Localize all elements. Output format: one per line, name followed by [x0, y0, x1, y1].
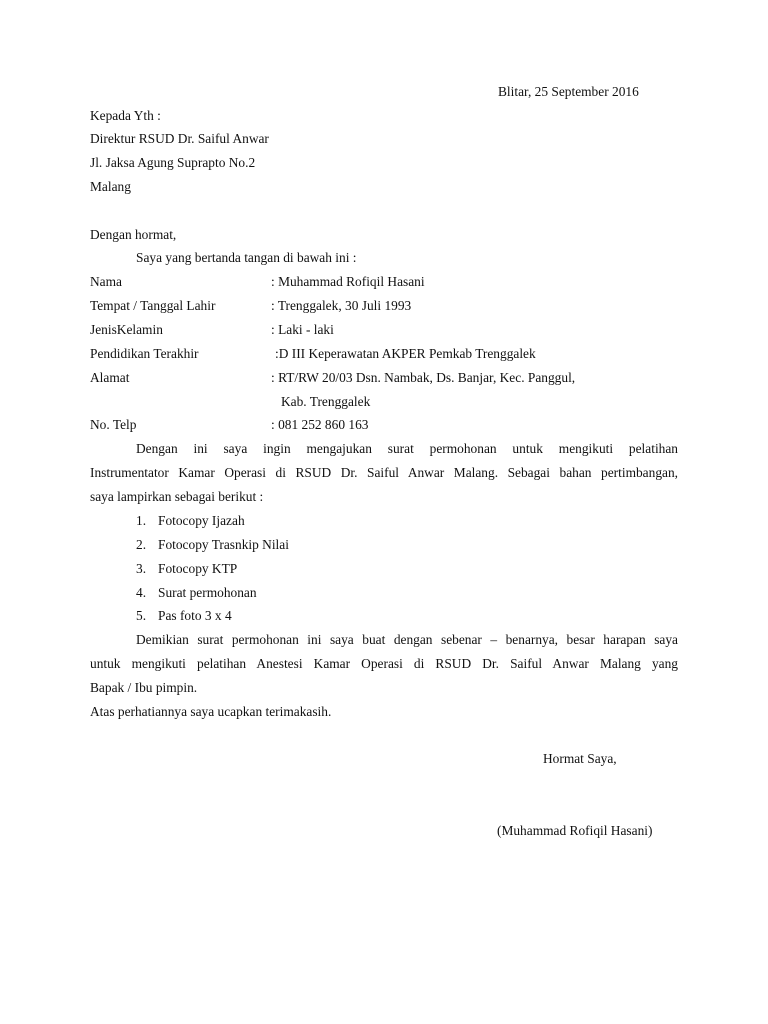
recipient-name: Direktur RSUD Dr. Saiful Anwar — [90, 131, 269, 146]
list-item-number: 3. — [136, 561, 147, 576]
recipient-city: Malang — [90, 179, 131, 194]
body1-line2: Instrumentator Kamar Operasi di RSUD Dr. Saiful Anwar Malang. Sebagai bahan pertimbangan, — [90, 465, 678, 480]
body2-line3: Bapak / Ibu pimpin. — [90, 680, 198, 695]
field-label: Nama — [90, 274, 122, 289]
list-item-number: 5. — [136, 608, 147, 623]
field-value: : 081 252 860 163 — [271, 417, 369, 432]
field-label: Tempat / Tanggal Lahir — [90, 298, 216, 313]
list-item: Pas foto 3 x 4 — [158, 608, 232, 623]
field-label: Alamat — [90, 370, 130, 385]
field-value: :D III Keperawatan AKPER Pemkab Trenggalek — [275, 346, 536, 361]
field-value-continued: Kab. Trenggalek — [281, 394, 371, 409]
list-item-number: 2. — [136, 537, 147, 552]
intro-text: Saya yang bertanda tangan di bawah ini : — [136, 250, 357, 265]
signature-name: (Muhammad Rofiqil Hasani) — [497, 823, 653, 838]
field-label: Pendidikan Terakhir — [90, 346, 199, 361]
body2-line1: Demikian surat permohonan ini saya buat dengan sebenar – benarnya, besar harapan saya — [136, 632, 678, 647]
list-item-number: 1. — [136, 513, 147, 528]
field-label: JenisKelamin — [90, 322, 163, 337]
list-item: Fotocopy Trasnkip Nilai — [158, 537, 289, 552]
body2-line2: untuk mengikuti pelatihan Anestesi Kamar Operasi di RSUD Dr. Saiful Anwar Malang yang — [90, 656, 678, 671]
list-item: Fotocopy KTP — [158, 561, 238, 576]
closing-text: Hormat Saya, — [543, 751, 617, 766]
field-value: : Trenggalek, 30 Juli 1993 — [271, 298, 412, 313]
recipient-street: Jl. Jaksa Agung Suprapto No.2 — [90, 155, 256, 170]
place-date: Blitar, 25 September 2016 — [498, 84, 639, 99]
field-label: No. Telp — [90, 417, 137, 432]
list-item: Fotocopy Ijazah — [158, 513, 245, 528]
body1-line3: saya lampirkan sebagai berikut : — [90, 489, 264, 504]
thanks-text: Atas perhatiannya saya ucapkan terimakasih. — [90, 704, 332, 719]
body1-line1: Dengan ini saya ingin mengajukan surat permohonan untuk mengikuti pelatihan — [136, 441, 678, 456]
recipient-salutation: Kepada Yth : — [90, 108, 161, 123]
list-item: Surat permohonan — [158, 585, 257, 600]
list-item-number: 4. — [136, 585, 147, 600]
field-value: : Muhammad Rofiqil Hasani — [271, 274, 425, 289]
greeting: Dengan hormat, — [90, 227, 177, 242]
field-value: : RT/RW 20/03 Dsn. Nambak, Ds. Banjar, Kec. Panggul, — [271, 370, 576, 385]
field-value: : Laki - laki — [271, 322, 334, 337]
